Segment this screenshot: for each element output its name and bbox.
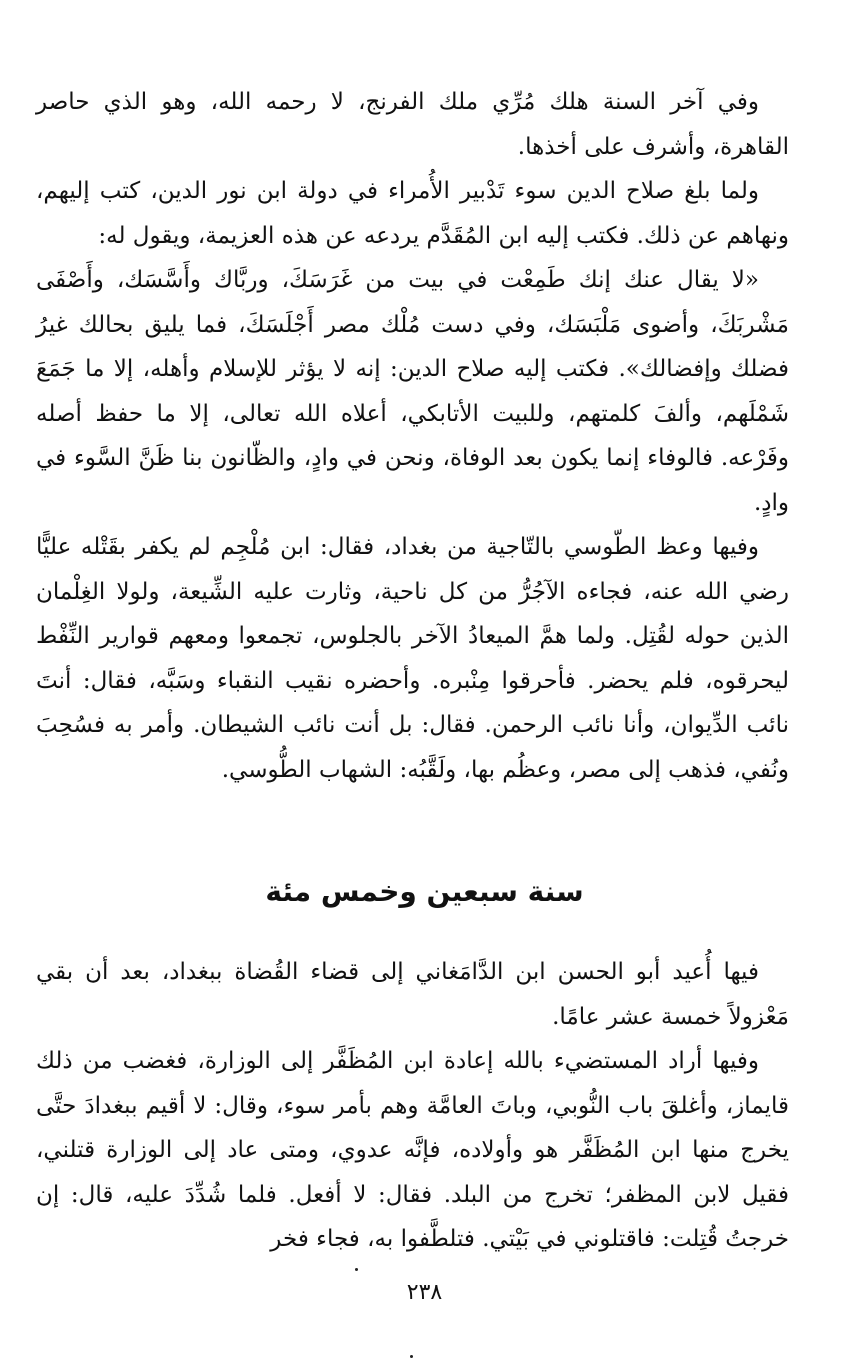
paragraph: وفيها وعظ الطّوسي بالتّاجية من بغداد، فقال: ابن مُلْجِم لم يكفر بقَتْله عليًّا رضي الله عنه، فجاءه الآجُرُّ من كل ناحية، وثارت عليه الشِّيعة، ولولا الغِلْمان الذين حوله لقُتِل. ولما همَّ الميعادُ الآخر بالجلوس، تجمعوا ومعهم قوارير النِّفْط ليحرقوه، فلم يحضر. فأحرقوا مِنْبره. وأحضره نقيب النقباء وسَبَّه، فقال: أنتَ نائب الدِّيوان، وأنا نائب الرحمن. فقال: بل أنت نائب الشيطان. وأمر به فسُحِبَ ونُفي، فذهب إلى مصر، وعظُم بها، ولَقَّبُه: الشهاب الطُّوسي.	[36, 534, 789, 783]
print-speck	[355, 1268, 358, 1271]
page-number: ٢٣٨	[406, 1280, 443, 1305]
text-section-bottom	[36, 950, 789, 1262]
paragraph: ولما بلغ صلاح الدين سوء تَدْبير الأُمراء في دولة ابن نور الدين، كتب إليهم، ونهاهم عن ذلك. فكتب إليه ابن المُقَدَّم يردعه عن هذه العزيمة، ويقول له:	[36, 178, 789, 249]
paragraph: وفيها أراد المستضيء بالله إعادة ابن المُظَفَّر إلى الوزارة، فغضب من ذلك قايماز، وأغلقَ باب النُّوبي، وباتَ العامَّة وهم بأمر سوء، وقال: لا أقيم ببغدادَ حتَّى يخرج منها ابن المُظَفَّر هو وأولاده، فإنَّه عدوي، ومتى عاد إلى الوزارة قتلني، فقيل لابن المظفر؛ تخرج من البلد. فقال: لا أفعل. فلما شُدِّدَ عليه، قال: إن خرجتُ قُتِلت: فاقتلوني في بَيْتي. فتلطَّفوا به، فجاء فخر	[36, 1048, 789, 1252]
text-section-top	[36, 80, 789, 792]
section-heading: سنة سبعين وخمس مئة	[265, 875, 584, 908]
paragraph: «لا يقال عنك إنك طَمِعْت في بيت من غَرَسَكَ، وربَّاك وأَسَّسَك، وأَصْفَى مَشْربَكَ، وأضوى مَلْبَسَك، وفي دست مُلْك مصر أَجْلَسَكَ، فما يليق بحالك غيرُ فضلك وإفضالك». فكتب إليه صلاح الدين: إنه لا يؤثر للإسلام وأهله، إلا ما جَمَعَ شَمْلَهم، وألفَ كلمتهم، وللبيت الأتابكي، أعلاه الله تعالى، إلا ما حفظ أصله وفَرْعه. فالوفاء إنما يكون بعد الوفاة، ونحن في وادٍ، والظّانون بنا ظَنَّ السَّوء في وادٍ.	[36, 267, 789, 516]
paragraph: فيها أُعيد أبو الحسن ابن الدَّامَغاني إلى قضاء القُضاة ببغداد، بعد أن بقي مَعْزولاً خمسة عشر عامًا.	[36, 959, 789, 1030]
paragraph: وفي آخر السنة هلك مُرِّي ملك الفرنج، لا رحمه الله، وهو الذي حاصر القاهرة، وأشرف على أخذها.	[36, 89, 789, 160]
print-speck	[410, 1355, 413, 1358]
